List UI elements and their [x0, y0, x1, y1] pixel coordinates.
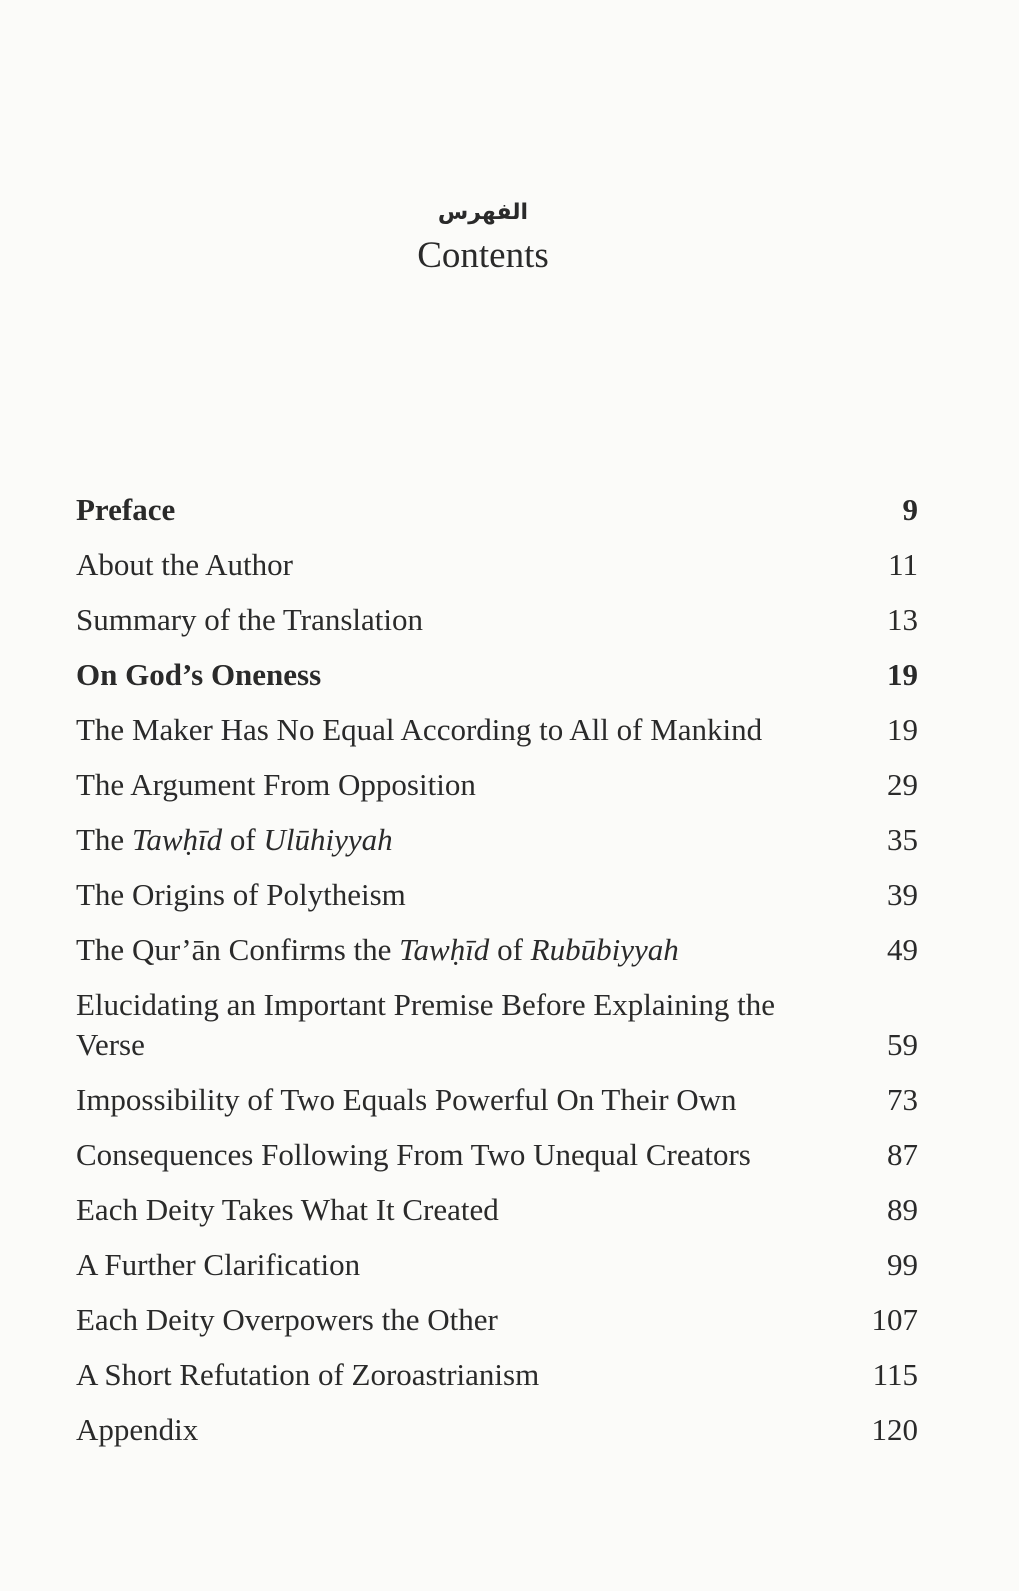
- toc-entry-on-gods-oneness[interactable]: [76, 655, 918, 695]
- toc-entry-elucidating-premise[interactable]: [76, 985, 918, 1065]
- toc-entry-title: About the Author: [76, 547, 293, 582]
- toc-entry-page: 99: [887, 1247, 918, 1282]
- title-part: of: [222, 822, 264, 857]
- toc-entry-page: 29: [887, 767, 918, 802]
- toc-entry-page: 11: [888, 547, 918, 582]
- toc-entry-page: 59: [887, 1027, 918, 1062]
- toc-entry-title: Each Deity Overpowers the Other: [76, 1302, 498, 1337]
- toc-entry-page: 49: [887, 932, 918, 967]
- toc-entry-page: 39: [887, 877, 918, 912]
- toc-entry-page: 120: [871, 1412, 918, 1447]
- toc-entry-quran-confirms[interactable]: [76, 930, 918, 970]
- toc-entry-title: Appendix: [76, 1412, 199, 1447]
- toc-entry-page: 89: [887, 1192, 918, 1227]
- toc-entry-title: Consequences Following From Two Unequal Creators: [76, 1137, 751, 1172]
- toc-entry-title: The Argument From Opposition: [76, 767, 476, 802]
- toc-entry-title: The Origins of Polytheism: [76, 877, 406, 912]
- toc-entry-title: Preface: [76, 492, 176, 527]
- title-part-italic: Tawḥīd: [399, 932, 490, 967]
- toc-entry-each-deity-overpowers[interactable]: [76, 1300, 918, 1340]
- toc-entry-tawhid-uluhiyyah[interactable]: [76, 820, 918, 860]
- arabic-title: الفهرس: [437, 200, 529, 225]
- toc-entry-title: A Further Clarification: [76, 1247, 361, 1282]
- toc-entry-page: 115: [872, 1357, 918, 1392]
- toc-entry-title: On God’s Oneness: [76, 657, 322, 692]
- toc-entry-about-the-author[interactable]: [76, 545, 918, 585]
- contents-header: [0, 196, 966, 278]
- toc-entry-page: 19: [887, 712, 918, 747]
- toc-entry-title: [76, 820, 796, 860]
- toc-entry-title: [76, 930, 796, 970]
- toc-entry-appendix[interactable]: [76, 1410, 918, 1450]
- toc-entry-title: Elucidating an Important Premise Before Explaining the Verse: [76, 987, 776, 1062]
- toc-entry-preface[interactable]: [76, 490, 918, 530]
- toc-entry-page: 35: [887, 822, 918, 857]
- title-part-italic: Ulūhiyyah: [263, 822, 393, 857]
- toc-entry-title: Summary of the Translation: [76, 602, 424, 637]
- toc-entry-each-deity-takes[interactable]: [76, 1190, 918, 1230]
- title-part: of: [489, 932, 531, 967]
- title-part-italic: Rubūbiyyah: [530, 932, 679, 967]
- toc-entry-page: 87: [887, 1137, 918, 1172]
- toc-entry-consequences[interactable]: [76, 1135, 918, 1175]
- toc-entry-page: 73: [887, 1082, 918, 1117]
- toc-entry-further-clarification[interactable]: [76, 1245, 918, 1285]
- title-part: The Qur’ān Confirms the: [76, 932, 400, 967]
- toc-entry-title: Each Deity Takes What It Created: [76, 1192, 499, 1227]
- toc-entry-page: 9: [902, 492, 918, 527]
- toc-entry-title: A Short Refutation of Zoroastrianism: [76, 1357, 540, 1392]
- page-title: Contents: [417, 235, 549, 276]
- title-part: The: [76, 822, 132, 857]
- table-of-contents: [76, 490, 918, 1465]
- toc-entry-title: The Maker Has No Equal According to All of Mankind: [76, 712, 763, 747]
- toc-entry-page: 13: [887, 602, 918, 637]
- title-part-italic: Tawḥīd: [131, 822, 223, 857]
- toc-entry-argument-from-opposition[interactable]: [76, 765, 918, 805]
- toc-entry-zoroastrianism[interactable]: [76, 1355, 918, 1395]
- toc-entry-origins-of-polytheism[interactable]: [76, 875, 918, 915]
- toc-entry-summary[interactable]: [76, 600, 918, 640]
- toc-entry-maker-no-equal[interactable]: [76, 710, 918, 750]
- toc-entry-title: Impossibility of Two Equals Powerful On Their Own: [76, 1082, 737, 1117]
- toc-entry-page: 19: [887, 657, 918, 692]
- toc-entry-page: 107: [871, 1302, 918, 1337]
- toc-entry-impossibility-two-equals[interactable]: [76, 1080, 918, 1120]
